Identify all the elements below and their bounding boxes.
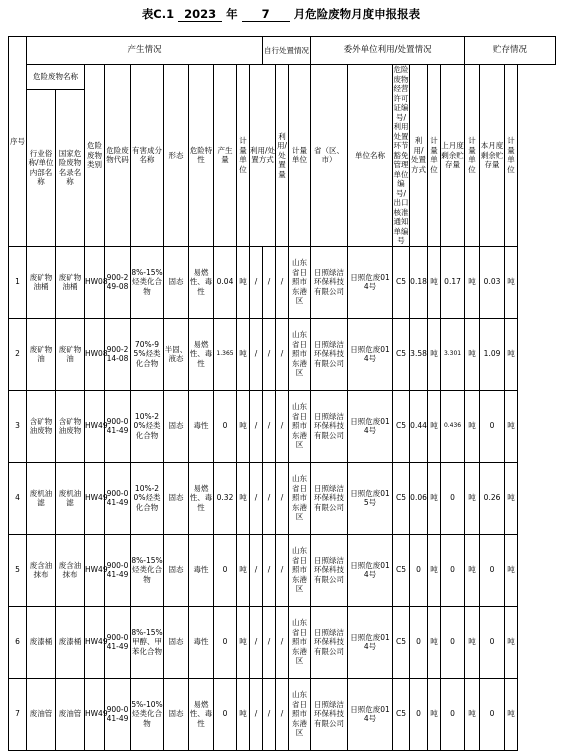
province-cell: 山东省日照市东港区	[289, 606, 311, 678]
header-form: 形态	[164, 65, 189, 247]
self-amount-cell: /	[263, 318, 276, 390]
national-name-cell: 废漆桶	[56, 606, 85, 678]
st-unit-cell: 吨	[465, 246, 480, 318]
company-cell: 日照绿洁环保科技有限公司	[311, 534, 348, 606]
company-cell: 日照绿洁环保科技有限公司	[311, 246, 348, 318]
form-cell: 固态	[164, 534, 189, 606]
code-cell: 900-041-49	[105, 390, 131, 462]
method-cell: C5	[393, 606, 410, 678]
ent-amount-cell: 0	[410, 534, 428, 606]
last-month-cell: 0	[441, 678, 465, 750]
category-cell: HW49	[85, 606, 105, 678]
harmful-cell: 8%-15%烃类化合物	[131, 534, 164, 606]
seq-cell: 1	[9, 246, 27, 318]
st-unit2-cell: 吨	[505, 318, 518, 390]
ent-unit-cell: 吨	[428, 678, 441, 750]
property-cell: 毒性	[189, 606, 214, 678]
last-month-cell: 0	[441, 462, 465, 534]
industry-name-cell: 废含油抹布	[27, 534, 56, 606]
this-month-cell: 1.09	[480, 318, 505, 390]
method-cell: C5	[393, 390, 410, 462]
seq-cell: 6	[9, 606, 27, 678]
amount-cell: 0.04	[214, 246, 237, 318]
header-st-unit2: 计量单位	[505, 65, 518, 247]
permit-cell: 日照危废014号	[348, 246, 393, 318]
this-month-cell: 0	[480, 678, 505, 750]
industry-name-cell: 含矿物油废物	[27, 390, 56, 462]
title-year: 2023	[178, 7, 222, 22]
ent-amount-cell: 0.44	[410, 390, 428, 462]
unit-cell: 吨	[237, 318, 250, 390]
header-property: 危险特性	[189, 65, 214, 247]
unit-cell: 吨	[237, 606, 250, 678]
self-method-cell: /	[250, 534, 263, 606]
amount-cell: 1.365	[214, 318, 237, 390]
group-produce: 产生情况	[27, 37, 263, 65]
header-self-method: 利用/处置方式	[250, 65, 276, 247]
permit-cell: 日照危废014号	[348, 678, 393, 750]
category-cell: HW49	[85, 462, 105, 534]
ent-unit-cell: 吨	[428, 606, 441, 678]
last-month-cell: 3.301	[441, 318, 465, 390]
title-prefix: 表C.1	[141, 7, 175, 21]
st-unit-cell: 吨	[465, 606, 480, 678]
harmful-cell: 10%-20%烃类化合物	[131, 390, 164, 462]
category-cell: HW49	[85, 390, 105, 462]
title-month: 7	[242, 7, 290, 22]
province-cell: 山东省日照市东港区	[289, 462, 311, 534]
this-month-cell: 0	[480, 390, 505, 462]
seq-cell: 5	[9, 534, 27, 606]
permit-cell: 日照危废015号	[348, 462, 393, 534]
self-method-cell: /	[250, 462, 263, 534]
property-cell: 毒性	[189, 390, 214, 462]
harmful-cell: 10%-20%烃类化合物	[131, 462, 164, 534]
company-cell: 日照绿洁环保科技有限公司	[311, 390, 348, 462]
last-month-cell: 0	[441, 534, 465, 606]
province-cell: 山东省日照市东港区	[289, 678, 311, 750]
permit-cell: 日照危废014号	[348, 318, 393, 390]
national-name-cell: 废油管	[56, 678, 85, 750]
form-cell: 固态	[164, 462, 189, 534]
st-unit2-cell: 吨	[505, 678, 518, 750]
ent-amount-cell: 0.18	[410, 246, 428, 318]
header-self-unit: 计量单位	[289, 65, 311, 247]
industry-name-cell: 废机油滤	[27, 462, 56, 534]
category-cell: HW49	[85, 678, 105, 750]
self-amount-cell: /	[263, 678, 276, 750]
table-row	[9, 390, 556, 462]
self-unit-cell: /	[276, 246, 289, 318]
province-cell: 山东省日照市东港区	[289, 390, 311, 462]
industry-name-cell: 废矿物油桶	[27, 246, 56, 318]
st-unit2-cell: 吨	[505, 246, 518, 318]
title-year-suffix: 年	[226, 7, 238, 21]
code-cell: 900-249-08	[105, 246, 131, 318]
seq-cell: 3	[9, 390, 27, 462]
method-cell: C5	[393, 534, 410, 606]
company-cell: 日照绿洁环保科技有限公司	[311, 678, 348, 750]
group-entrust: 委外单位利用/处置情况	[311, 37, 465, 65]
property-cell: 易燃性、毒性	[189, 462, 214, 534]
national-name-cell: 废矿物油	[56, 318, 85, 390]
ent-amount-cell: 0	[410, 606, 428, 678]
ent-unit-cell: 吨	[428, 318, 441, 390]
ent-amount-cell: 0.06	[410, 462, 428, 534]
report-title	[0, 6, 562, 22]
national-name-cell: 废矿物油桶	[56, 246, 85, 318]
self-amount-cell: /	[263, 534, 276, 606]
self-unit-cell: /	[276, 390, 289, 462]
last-month-cell: 0.17	[441, 246, 465, 318]
code-cell: 900-214-08	[105, 318, 131, 390]
st-unit-cell: 吨	[465, 534, 480, 606]
unit-cell: 吨	[237, 246, 250, 318]
method-cell: C5	[393, 246, 410, 318]
form-cell: 固态	[164, 606, 189, 678]
code-cell: 900-041-49	[105, 462, 131, 534]
industry-name-cell: 废漆桶	[27, 606, 56, 678]
self-method-cell: /	[250, 390, 263, 462]
header-amount: 产生量	[214, 65, 237, 247]
method-cell: C5	[393, 678, 410, 750]
header-this-month: 本月度剩余贮存量	[480, 65, 505, 247]
property-cell: 易燃性、毒性	[189, 318, 214, 390]
company-cell: 日照绿洁环保科技有限公司	[311, 462, 348, 534]
form-cell: 半固、液态	[164, 318, 189, 390]
national-name-cell: 废含油抹布	[56, 534, 85, 606]
self-amount-cell: /	[263, 246, 276, 318]
harmful-cell: 8%-15%甲醇、甲苯化合物	[131, 606, 164, 678]
header-harmful: 有害成分名称	[131, 65, 164, 247]
st-unit-cell: 吨	[465, 390, 480, 462]
national-name-cell: 废机油滤	[56, 462, 85, 534]
form-cell: 固态	[164, 390, 189, 462]
code-cell: 900-041-49	[105, 606, 131, 678]
header-code: 危险废物代码	[105, 65, 131, 247]
last-month-cell: 0	[441, 606, 465, 678]
this-month-cell: 0	[480, 534, 505, 606]
form-cell: 固态	[164, 246, 189, 318]
permit-cell: 日照危废014号	[348, 390, 393, 462]
code-cell: 900-041-49	[105, 534, 131, 606]
hazardous-waste-table	[8, 36, 556, 751]
this-month-cell: 0	[480, 606, 505, 678]
amount-cell: 0	[214, 534, 237, 606]
st-unit-cell: 吨	[465, 462, 480, 534]
table-row	[9, 534, 556, 606]
header-category: 危险废物类别	[85, 65, 105, 247]
header-industry-name: 行业俗称/单位内部名称	[27, 90, 56, 246]
seq-cell: 4	[9, 462, 27, 534]
self-unit-cell: /	[276, 462, 289, 534]
table-row	[9, 246, 556, 318]
group-storage: 贮存情况	[465, 37, 556, 65]
self-amount-cell: /	[263, 390, 276, 462]
industry-name-cell: 废矿物油	[27, 318, 56, 390]
amount-cell: 0.32	[214, 462, 237, 534]
self-method-cell: /	[250, 318, 263, 390]
ent-unit-cell: 吨	[428, 246, 441, 318]
industry-name-cell: 废油管	[27, 678, 56, 750]
table-row	[9, 678, 556, 750]
ent-unit-cell: 吨	[428, 390, 441, 462]
self-unit-cell: /	[276, 606, 289, 678]
property-cell: 毒性	[189, 534, 214, 606]
permit-cell: 日照危废014号	[348, 534, 393, 606]
self-amount-cell: /	[263, 606, 276, 678]
seq-cell: 2	[9, 318, 27, 390]
national-name-cell: 含矿物油废物	[56, 390, 85, 462]
unit-cell: 吨	[237, 462, 250, 534]
self-unit-cell: /	[276, 318, 289, 390]
seq-cell: 7	[9, 678, 27, 750]
group-self: 自行处置情况	[263, 37, 311, 65]
form-cell: 固态	[164, 678, 189, 750]
st-unit2-cell: 吨	[505, 534, 518, 606]
self-method-cell: /	[250, 246, 263, 318]
st-unit-cell: 吨	[465, 318, 480, 390]
header-permit: 危险废物经营许可证编号/利用处置环节豁免管理单位编号/出口核准通知单编号	[393, 65, 409, 245]
ent-amount-cell: 3.58	[410, 318, 428, 390]
unit-cell: 吨	[237, 678, 250, 750]
permit-cell: 日照危废014号	[348, 606, 393, 678]
st-unit-cell: 吨	[465, 678, 480, 750]
unit-cell: 吨	[237, 390, 250, 462]
table-row	[9, 606, 556, 678]
self-method-cell: /	[250, 678, 263, 750]
amount-cell: 0	[214, 678, 237, 750]
self-amount-cell: /	[263, 462, 276, 534]
title-month-suffix: 月危险废物月度申报报表	[293, 7, 421, 21]
header-self-amount: 利用/处置量	[276, 65, 289, 247]
header-ent-method: 利用/处置方式	[410, 65, 428, 247]
last-month-cell: 0.436	[441, 390, 465, 462]
this-month-cell: 0.03	[480, 246, 505, 318]
harmful-cell: 8%-15%烃类化合物	[131, 246, 164, 318]
method-cell: C5	[393, 318, 410, 390]
header-st-unit: 计量单位	[465, 65, 480, 247]
header-seq: 序号	[9, 37, 27, 247]
self-unit-cell: /	[276, 678, 289, 750]
category-cell: HW49	[85, 534, 105, 606]
harmful-cell: 70%-95%烃类化合物	[131, 318, 164, 390]
province-cell: 山东省日照市东港区	[289, 246, 311, 318]
ent-amount-cell: 0	[410, 678, 428, 750]
province-cell: 山东省日照市东港区	[289, 534, 311, 606]
code-cell: 900-041-49	[105, 678, 131, 750]
company-cell: 日照绿洁环保科技有限公司	[311, 606, 348, 678]
self-unit-cell: /	[276, 534, 289, 606]
category-cell: HW08	[85, 246, 105, 318]
ent-unit-cell: 吨	[428, 534, 441, 606]
header-company: 单位名称	[348, 65, 393, 247]
method-cell: C5	[393, 462, 410, 534]
header-province: 省（区、市）	[311, 65, 348, 247]
harmful-cell: 5%-10%烃类化合物	[131, 678, 164, 750]
st-unit2-cell: 吨	[505, 606, 518, 678]
this-month-cell: 0.26	[480, 462, 505, 534]
header-last-month: 上月度剩余贮存量	[441, 65, 465, 247]
header-ent-unit: 计量单位	[428, 65, 441, 247]
ent-unit-cell: 吨	[428, 462, 441, 534]
property-cell: 易燃性、毒性	[189, 246, 214, 318]
province-cell: 山东省日照市东港区	[289, 318, 311, 390]
property-cell: 易燃性、毒性	[189, 678, 214, 750]
header-waste-name: 危险废物名称	[27, 65, 85, 90]
category-cell: HW08	[85, 318, 105, 390]
table-row	[9, 462, 556, 534]
table-row	[9, 318, 556, 390]
unit-cell: 吨	[237, 534, 250, 606]
amount-cell: 0	[214, 390, 237, 462]
company-cell: 日照绿洁环保科技有限公司	[311, 318, 348, 390]
header-national-name: 国家危险废物名录名称	[56, 90, 85, 246]
self-method-cell: /	[250, 606, 263, 678]
st-unit2-cell: 吨	[505, 462, 518, 534]
st-unit2-cell: 吨	[505, 390, 518, 462]
amount-cell: 0	[214, 606, 237, 678]
header-unit: 计量单位	[237, 65, 250, 247]
